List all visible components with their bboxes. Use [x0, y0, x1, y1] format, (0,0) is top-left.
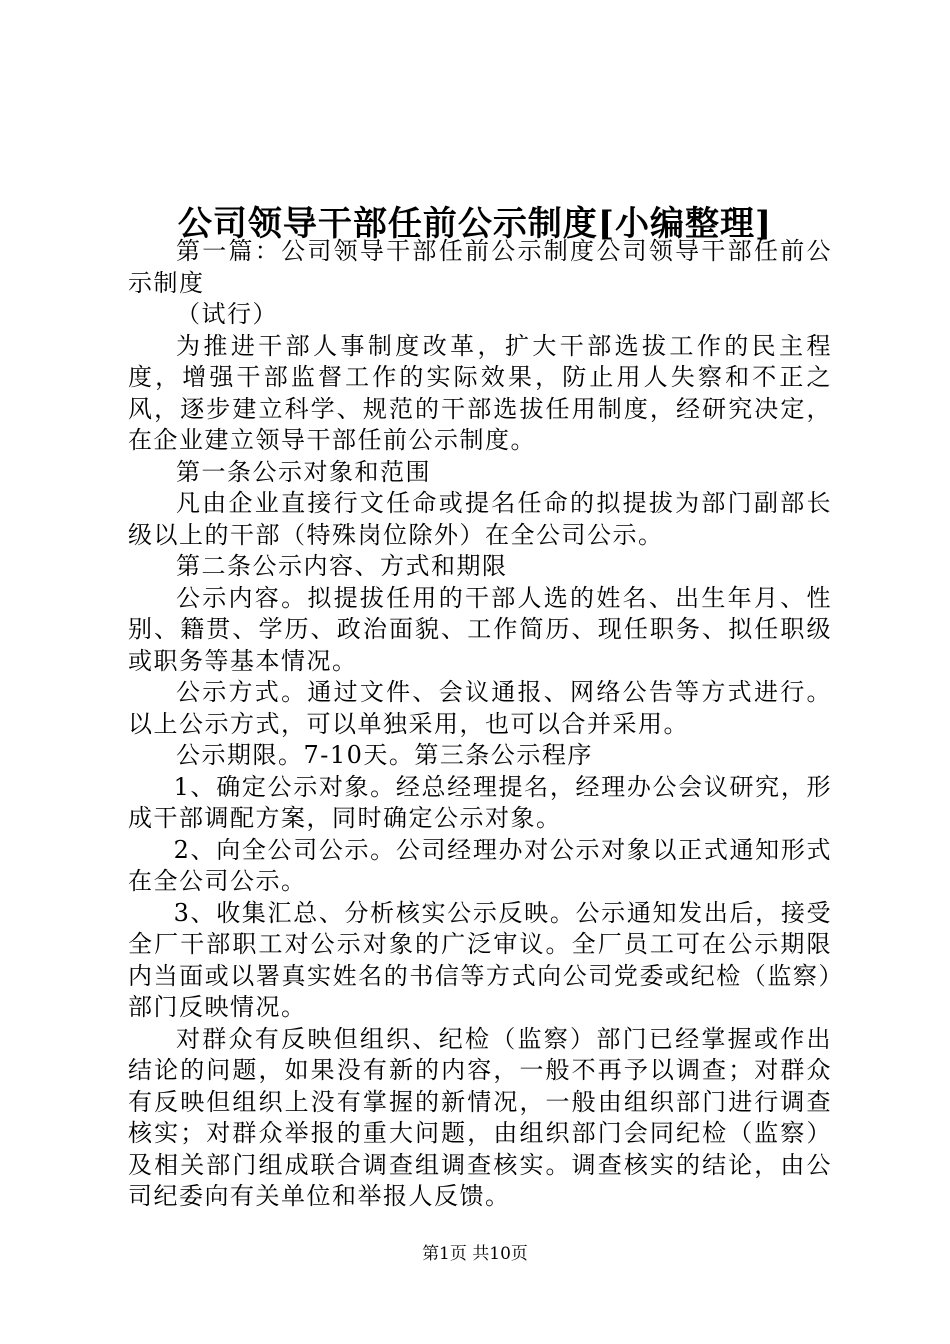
paragraph-investigation: 对群众有反映但组织、纪检（监察）部门已经掌握或作出结论的问题，如果没有新的内容，一般不再予以调查；对群众有反映但组织上没有掌握的新情况，一般由组织部门进行调查核实；对群众举报的重大问题，由组织部门会同纪检（监察）及相关部门组成联合调查组调查核实。调查核实的结论，由公司纪委向有关单位和举报人反馈。 [128, 1024, 832, 1210]
paragraph-article-1-body: 凡由企业直接行文任命或提名任命的拟提拔为部门副部长级以上的干部（特殊岗位除外）在全公司公示。 [128, 489, 832, 549]
document-title: 公司领导干部任前公示制度[小编整理] [177, 203, 773, 244]
paragraph-article-1-heading: 第一条公示对象和范围 [176, 457, 431, 486]
paragraph-procedure-3: 3、收集汇总、分析核实公示反映。公示通知发出后，接受全厂干部职工对公示对象的广泛审议。全厂员工可在公示期限内当面或以署真实姓名的书信等方式向公司党委或纪检（监察）部门反映情况。 [128, 898, 832, 1021]
paragraph-procedure-2: 2、向全公司公示。公司经理办对公示对象以正式通知形式在全公司公示。 [128, 835, 832, 895]
page-footer [0, 1242, 950, 1266]
paragraph-purpose: 为推进干部人事制度改革，扩大干部选拔工作的民主程度，增强干部监督工作的实际效果，防止用人失察和不正之风，逐步建立科学、规范的干部选拔任用制度，经研究决定，在企业建立领导干部任前公示制度。 [128, 331, 832, 454]
paragraph-publicity-period: 公示期限。7-10天。第三条公示程序 [176, 741, 593, 769]
page-number-current: 第1页 [422, 1244, 467, 1264]
document-body [128, 236, 832, 1213]
paragraph-article-2-heading: 第二条公示内容、方式和期限 [176, 552, 508, 580]
page-number-total: 共10页 [472, 1244, 528, 1264]
paragraph-procedure-1: 1、确定公示对象。经总经理提名，经理办公会议研究，形成干部调配方案，同时确定公示对象。 [128, 772, 832, 832]
paragraph-publicity-content: 公示内容。拟提拔任用的干部人选的姓名、出生年月、性别、籍贯、学历、政治面貌、工作简历、现任职务、拟任职级或职务等基本情况。 [128, 583, 832, 675]
paragraph-trial-note: （试行） [176, 300, 278, 328]
paragraph-publicity-method: 公示方式。通过文件、会议通报、网络公告等方式进行。以上公示方式，可以单独采用，也可以合并采用。 [128, 678, 832, 738]
paragraph-chapter-heading: 第一篇：公司领导干部任前公示制度公司领导干部任前公示制度 [128, 237, 832, 297]
